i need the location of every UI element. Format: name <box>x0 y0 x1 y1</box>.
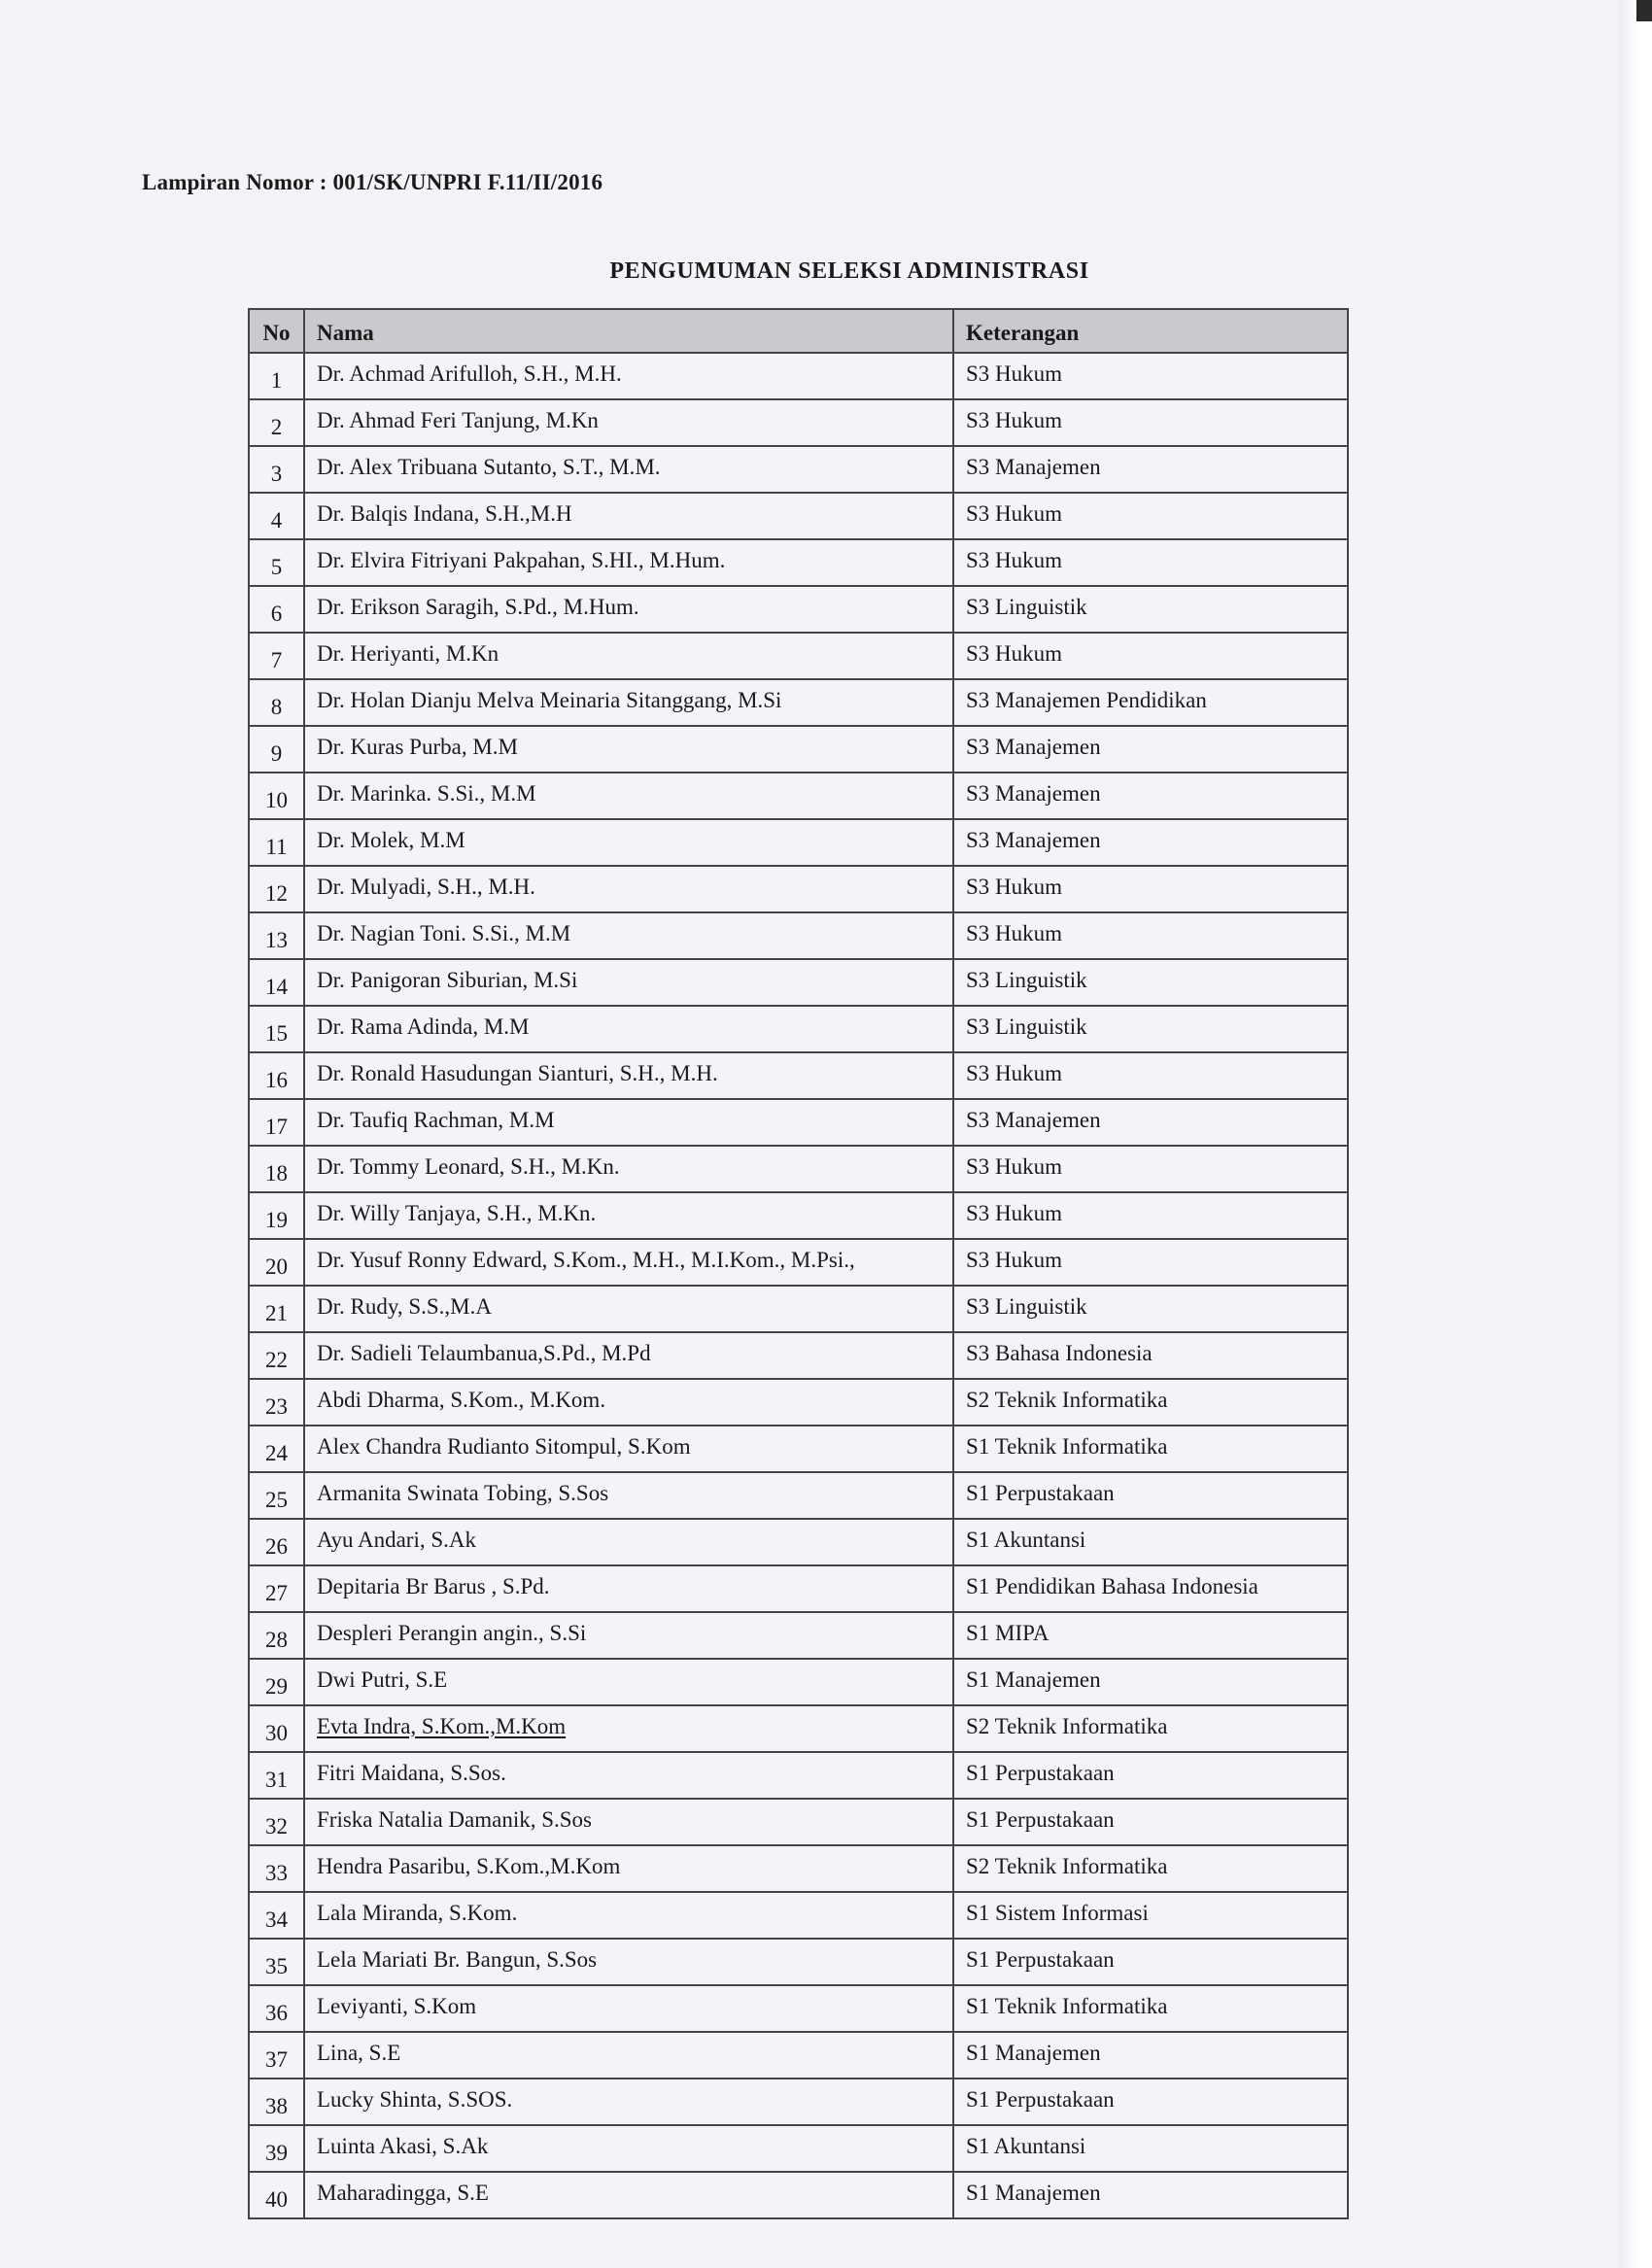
row-number: 11 <box>249 819 304 866</box>
row-nama <box>304 1472 953 1519</box>
row-nama <box>304 2079 953 2125</box>
row-nama-text: Friska Natalia Damanik, S.Sos <box>317 1806 592 1832</box>
row-keterangan: S3 Bahasa Indonesia <box>953 1332 1348 1379</box>
row-number: 37 <box>249 2032 304 2079</box>
row-nama <box>304 539 953 586</box>
row-nama <box>304 1006 953 1052</box>
row-keterangan: S3 Manajemen <box>953 446 1348 493</box>
table-row <box>249 399 1348 446</box>
row-number: 34 <box>249 1892 304 1939</box>
row-number: 7 <box>249 633 304 679</box>
row-number: 19 <box>249 1192 304 1239</box>
row-nama <box>304 1379 953 1426</box>
row-nama-text: Dr. Willy Tanjaya, S.H., M.Kn. <box>317 1200 597 1225</box>
row-number: 8 <box>249 679 304 726</box>
row-number: 25 <box>249 1472 304 1519</box>
table-row <box>249 1659 1348 1705</box>
row-nama <box>304 1939 953 1985</box>
row-keterangan: S1 Manajemen <box>953 2032 1348 2079</box>
announcement-table <box>248 308 1349 2219</box>
table-row <box>249 679 1348 726</box>
row-nama <box>304 773 953 819</box>
row-keterangan: S1 Sistem Informasi <box>953 1892 1348 1939</box>
row-nama-text: Maharadingga, S.E <box>317 2180 489 2205</box>
header-nama: Nama <box>304 309 953 353</box>
row-nama-text: Dr. Nagian Toni. S.Si., M.M <box>317 920 571 945</box>
row-keterangan: S2 Teknik Informatika <box>953 1705 1348 1752</box>
row-keterangan: S3 Manajemen Pendidikan <box>953 679 1348 726</box>
table-row <box>249 1799 1348 1845</box>
row-keterangan: S3 Manajemen <box>953 1099 1348 1146</box>
table-row <box>249 1845 1348 1892</box>
row-nama <box>304 959 953 1006</box>
row-nama-text: Dr. Kuras Purba, M.M <box>317 734 518 759</box>
table-row <box>249 726 1348 773</box>
row-nama-text: Despleri Perangin angin., S.Si <box>317 1620 587 1645</box>
header-no: No <box>249 309 304 353</box>
row-keterangan: S1 Akuntansi <box>953 1519 1348 1565</box>
row-number: 18 <box>249 1146 304 1192</box>
row-nama <box>304 1146 953 1192</box>
row-keterangan: S1 Perpustakaan <box>953 2079 1348 2125</box>
row-nama <box>304 1985 953 2032</box>
row-keterangan: S1 Teknik Informatika <box>953 1985 1348 2032</box>
row-nama <box>304 912 953 959</box>
table-row <box>249 1985 1348 2032</box>
table-row <box>249 1099 1348 1146</box>
row-nama-text: Abdi Dharma, S.Kom., M.Kom. <box>317 1387 606 1412</box>
table-row <box>249 1379 1348 1426</box>
row-nama-text: Leviyanti, S.Kom <box>317 1993 477 2018</box>
row-number: 22 <box>249 1332 304 1379</box>
row-number: 6 <box>249 586 304 633</box>
row-keterangan: S3 Linguistik <box>953 1006 1348 1052</box>
row-keterangan: S3 Hukum <box>953 633 1348 679</box>
row-number: 33 <box>249 1845 304 1892</box>
row-nama <box>304 1426 953 1472</box>
row-keterangan: S1 Perpustakaan <box>953 1472 1348 1519</box>
row-keterangan: S2 Teknik Informatika <box>953 1845 1348 1892</box>
row-nama-text: Dr. Molek, M.M <box>317 827 465 852</box>
row-number: 14 <box>249 959 304 1006</box>
row-number: 26 <box>249 1519 304 1565</box>
row-nama <box>304 1192 953 1239</box>
row-number: 21 <box>249 1286 304 1332</box>
row-keterangan: S3 Hukum <box>953 1239 1348 1286</box>
row-nama <box>304 399 953 446</box>
table-row <box>249 1426 1348 1472</box>
row-keterangan: S3 Hukum <box>953 912 1348 959</box>
table-row <box>249 1519 1348 1565</box>
table-row <box>249 1565 1348 1612</box>
table-row <box>249 1286 1348 1332</box>
row-nama-text: Evta Indra, S.Kom.,M.Kom <box>317 1713 567 1738</box>
row-nama <box>304 1239 953 1286</box>
document-title: PENGUMUMAN SELEKSI ADMINISTRASI <box>609 258 1089 284</box>
table-body <box>249 353 1348 2218</box>
row-nama <box>304 1519 953 1565</box>
row-keterangan: S3 Hukum <box>953 1052 1348 1099</box>
row-number: 32 <box>249 1799 304 1845</box>
row-nama <box>304 1892 953 1939</box>
table-row <box>249 1006 1348 1052</box>
table-row <box>249 912 1348 959</box>
row-keterangan: S1 Pendidikan Bahasa Indonesia <box>953 1565 1348 1612</box>
row-keterangan: S2 Teknik Informatika <box>953 1379 1348 1426</box>
table-row <box>249 1612 1348 1659</box>
row-nama-text: Dr. Alex Tribuana Sutanto, S.T., M.M. <box>317 454 661 479</box>
row-nama <box>304 1845 953 1892</box>
row-nama <box>304 633 953 679</box>
row-nama <box>304 493 953 539</box>
paper-right-edge <box>1619 0 1652 2268</box>
table-row <box>249 2172 1348 2218</box>
row-nama <box>304 1752 953 1799</box>
row-number: 39 <box>249 2125 304 2172</box>
row-nama-text: Dr. Sadieli Telaumbanua,S.Pd., M.Pd <box>317 1340 651 1365</box>
table-row <box>249 1705 1348 1752</box>
row-number: 40 <box>249 2172 304 2218</box>
table-row <box>249 1752 1348 1799</box>
table-row <box>249 493 1348 539</box>
row-keterangan: S1 Akuntansi <box>953 2125 1348 2172</box>
table-row <box>249 539 1348 586</box>
row-nama-text: Lucky Shinta, S.SOS. <box>317 2086 513 2112</box>
row-keterangan: S3 Manajemen <box>953 726 1348 773</box>
table-row <box>249 959 1348 1006</box>
row-number: 1 <box>249 353 304 399</box>
row-nama-text: Lela Mariati Br. Bangun, S.Sos <box>317 1946 598 1972</box>
row-number: 5 <box>249 539 304 586</box>
row-nama-text: Dr. Yusuf Ronny Edward, S.Kom., M.H., M.I.Kom., M.Psi., <box>317 1247 855 1272</box>
table-row <box>249 1939 1348 1985</box>
row-keterangan: S1 Perpustakaan <box>953 1752 1348 1799</box>
row-number: 36 <box>249 1985 304 2032</box>
row-nama <box>304 1332 953 1379</box>
table-row <box>249 1892 1348 1939</box>
row-keterangan: S3 Hukum <box>953 1146 1348 1192</box>
row-nama-text: Dr. Balqis Indana, S.H.,M.H <box>317 500 572 526</box>
row-nama <box>304 819 953 866</box>
table-row <box>249 633 1348 679</box>
row-nama-text: Dr. Mulyadi, S.H., M.H. <box>317 874 535 899</box>
table-row <box>249 1192 1348 1239</box>
row-nama-text: Dr. Ahmad Feri Tanjung, M.Kn <box>317 407 599 432</box>
row-nama-text: Fitri Maidana, S.Sos. <box>317 1760 506 1785</box>
row-nama <box>304 446 953 493</box>
row-nama-text: Hendra Pasaribu, S.Kom.,M.Kom <box>317 1853 621 1878</box>
row-nama <box>304 1612 953 1659</box>
table-row <box>249 1472 1348 1519</box>
row-nama <box>304 1799 953 1845</box>
row-nama-text: Dr. Panigoran Siburian, M.Si <box>317 967 578 992</box>
row-nama-text: Lala Miranda, S.Kom. <box>317 1900 518 1925</box>
table-row <box>249 1239 1348 1286</box>
table-row <box>249 866 1348 912</box>
row-number: 13 <box>249 912 304 959</box>
row-keterangan: S3 Hukum <box>953 866 1348 912</box>
row-keterangan: S3 Hukum <box>953 1192 1348 1239</box>
row-number: 31 <box>249 1752 304 1799</box>
table-header <box>249 309 1348 353</box>
row-number: 23 <box>249 1379 304 1426</box>
row-nama <box>304 2172 953 2218</box>
row-nama <box>304 1565 953 1612</box>
row-number: 3 <box>249 446 304 493</box>
row-number: 17 <box>249 1099 304 1146</box>
table-row <box>249 819 1348 866</box>
row-nama-text: Alex Chandra Rudianto Sitompul, S.Kom <box>317 1433 691 1459</box>
header-keterangan: Keterangan <box>953 309 1348 353</box>
row-nama <box>304 1286 953 1332</box>
row-keterangan: S1 Manajemen <box>953 2172 1348 2218</box>
row-keterangan: S1 Manajemen <box>953 1659 1348 1705</box>
row-number: 24 <box>249 1426 304 1472</box>
row-nama-text: Armanita Swinata Tobing, S.Sos <box>317 1480 609 1505</box>
row-number: 12 <box>249 866 304 912</box>
row-keterangan: S3 Hukum <box>953 399 1348 446</box>
table-row <box>249 1052 1348 1099</box>
table-row <box>249 1146 1348 1192</box>
row-number: 35 <box>249 1939 304 1985</box>
row-keterangan: S3 Hukum <box>953 539 1348 586</box>
row-nama <box>304 353 953 399</box>
table-row <box>249 1332 1348 1379</box>
row-nama <box>304 866 953 912</box>
row-nama <box>304 2125 953 2172</box>
row-number: 29 <box>249 1659 304 1705</box>
row-number: 15 <box>249 1006 304 1052</box>
row-keterangan: S1 Perpustakaan <box>953 1939 1348 1985</box>
row-keterangan: S3 Linguistik <box>953 586 1348 633</box>
row-nama-text: Dr. Taufiq Rachman, M.M <box>317 1107 555 1132</box>
row-number: 20 <box>249 1239 304 1286</box>
row-keterangan: S3 Linguistik <box>953 959 1348 1006</box>
row-nama <box>304 1099 953 1146</box>
table-row <box>249 2125 1348 2172</box>
header-row <box>249 309 1348 353</box>
row-keterangan: S3 Hukum <box>953 493 1348 539</box>
row-number: 9 <box>249 726 304 773</box>
document-reference: Lampiran Nomor : 001/SK/UNPRI F.11/II/2016 <box>142 170 603 194</box>
row-keterangan: S1 Teknik Informatika <box>953 1426 1348 1472</box>
row-number: 4 <box>249 493 304 539</box>
row-nama <box>304 679 953 726</box>
row-number: 27 <box>249 1565 304 1612</box>
row-nama-text: Dr. Erikson Saragih, S.Pd., M.Hum. <box>317 594 639 619</box>
scan-corner-mark <box>1636 0 1652 21</box>
table-row <box>249 773 1348 819</box>
row-number: 2 <box>249 399 304 446</box>
row-keterangan: S3 Hukum <box>953 353 1348 399</box>
row-nama <box>304 1052 953 1099</box>
row-nama-text: Dr. Marinka. S.Si., M.M <box>317 780 536 806</box>
row-nama-text: Dr. Heriyanti, M.Kn <box>317 640 499 666</box>
row-nama-text: Lina, S.E <box>317 2040 401 2065</box>
row-nama-text: Dr. Rudy, S.S.,M.A <box>317 1293 492 1319</box>
table-row <box>249 446 1348 493</box>
row-nama-text: Dr. Tommy Leonard, S.H., M.Kn. <box>317 1153 620 1179</box>
row-nama-text: Luinta Akasi, S.Ak <box>317 2133 489 2158</box>
row-keterangan: S3 Manajemen <box>953 819 1348 866</box>
row-keterangan: S1 Perpustakaan <box>953 1799 1348 1845</box>
row-nama <box>304 1705 953 1752</box>
row-keterangan: S3 Linguistik <box>953 1286 1348 1332</box>
table-row <box>249 2079 1348 2125</box>
row-number: 16 <box>249 1052 304 1099</box>
table-row <box>249 2032 1348 2079</box>
row-number: 10 <box>249 773 304 819</box>
row-number: 38 <box>249 2079 304 2125</box>
table-row <box>249 353 1348 399</box>
row-nama-text: Dr. Ronald Hasudungan Sianturi, S.H., M.H. <box>317 1060 718 1085</box>
table-row <box>249 586 1348 633</box>
row-nama <box>304 586 953 633</box>
row-nama-text: Dr. Elvira Fitriyani Pakpahan, S.HI., M.Hum. <box>317 547 726 572</box>
row-nama-text: Dr. Achmad Arifulloh, S.H., M.H. <box>317 361 622 386</box>
row-number: 30 <box>249 1705 304 1752</box>
row-nama-text: Dr. Rama Adinda, M.M <box>317 1014 530 1039</box>
row-nama-text: Dwi Putri, S.E <box>317 1667 448 1692</box>
row-nama <box>304 726 953 773</box>
row-nama <box>304 1659 953 1705</box>
row-nama-text: Dr. Holan Dianju Melva Meinaria Sitanggang, M.Si <box>317 687 782 712</box>
row-nama <box>304 2032 953 2079</box>
row-keterangan: S1 MIPA <box>953 1612 1348 1659</box>
row-keterangan: S3 Manajemen <box>953 773 1348 819</box>
row-number: 28 <box>249 1612 304 1659</box>
row-nama-text: Depitaria Br Barus , S.Pd. <box>317 1573 550 1598</box>
row-nama-text: Ayu Andari, S.Ak <box>317 1527 476 1552</box>
